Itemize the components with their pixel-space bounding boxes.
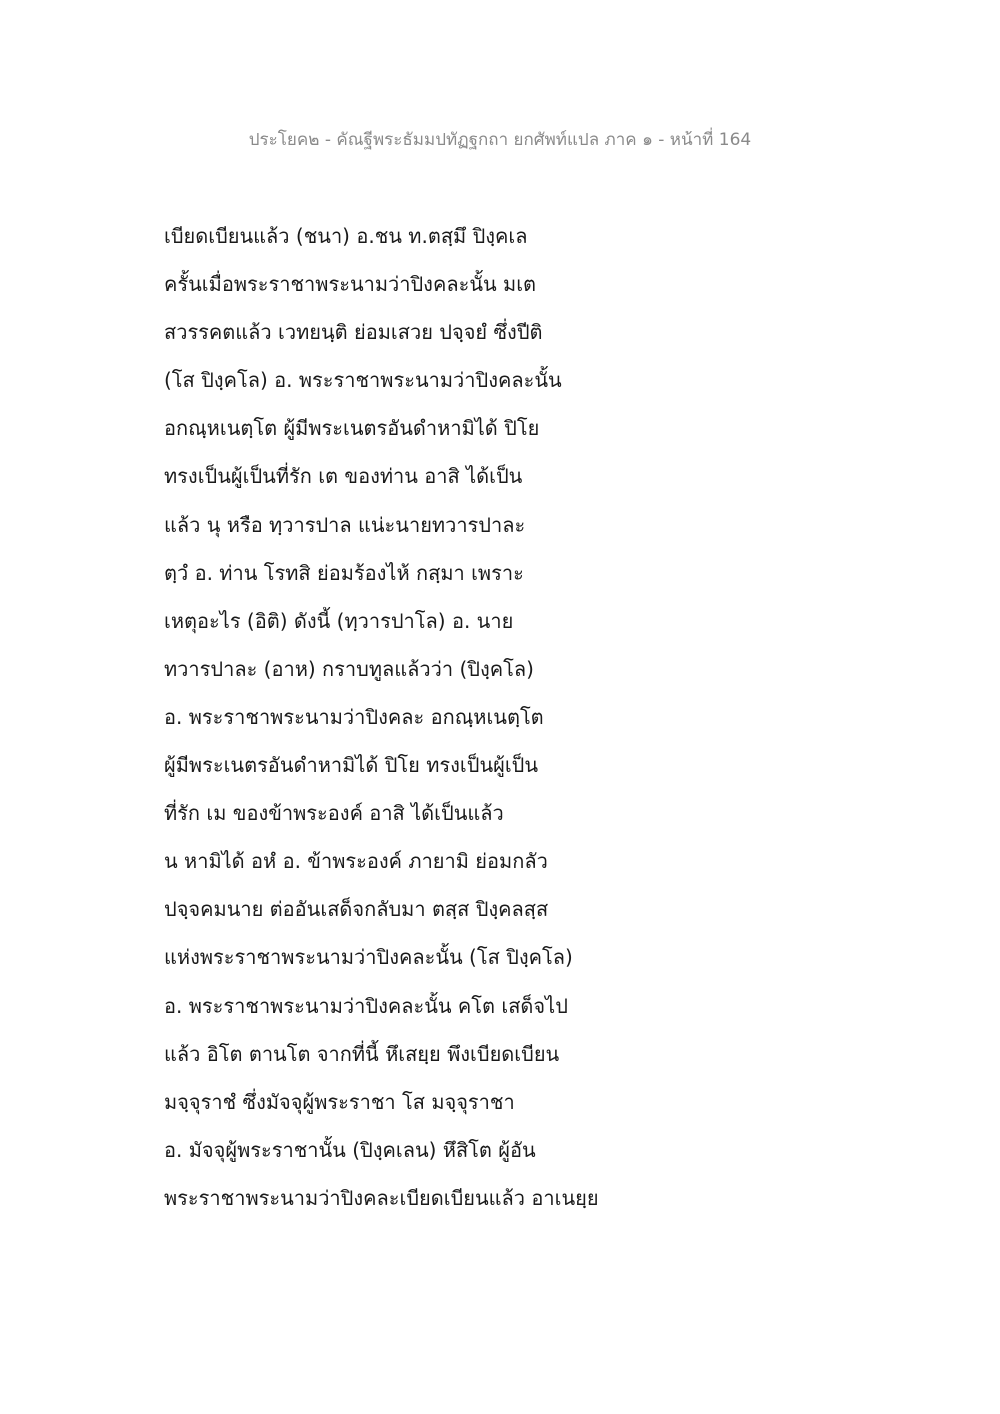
- page-header: ประโยค๒ - คัณฐีพระธัมมปทัฏฐกถา ยกศัพท์แปล ภาค ๑ - หน้าที่ 164: [248, 130, 752, 150]
- text-line: ที่รัก เม ของข้าพระองค์ อาสิ ได้เป็นแล้ว: [164, 801, 504, 826]
- text-line: สวรรคตแล้ว เวทยนฺติ ย่อมเสวย ปจฺจยํ ซึ่งปีติ: [164, 320, 543, 345]
- text-line: แล้ว อิโต ตานโต จากที่นี้ หึเสยฺย พึงเบียดเบียน: [164, 1041, 560, 1066]
- text-line: (โส ปิงฺคโล) อ. พระราชาพระนามว่าปิงคละนั้น: [164, 368, 562, 393]
- text-line: น หามิได้ อหํ อ. ข้าพระองค์ ภายามิ ย่อมกลัว: [164, 849, 548, 874]
- text-line: พระราชาพระนามว่าปิงคละเบียดเบียนแล้ว อาเนยฺย: [164, 1185, 599, 1210]
- text-line: อ. มัจจุผู้พระราชานั้น (ปิงฺคเลน) หึสิโต ผู้อัน: [164, 1137, 536, 1162]
- text-line: ผู้มีพระเนตรอันดำหามิได้ ปิโย ทรงเป็นผู้เป็น: [164, 753, 539, 778]
- text-line: เหตุอะไร (อิติ) ดังนี้ (ทฺวารปาโล) อ. นาย: [164, 608, 514, 633]
- text-line: อ. พระราชาพระนามว่าปิงคละ อกณฺหเนตฺโต: [164, 704, 544, 729]
- text-line: แห่งพระราชาพระนามว่าปิงคละนั้น (โส ปิงฺคโล): [164, 945, 573, 970]
- text-line: ตฺวํ อ. ท่าน โรทสิ ย่อมร้องไห้ กสฺมา เพราะ: [164, 560, 524, 585]
- text-line: แล้ว นุ หรือ ทฺวารปาล แน่ะนายทวารปาละ: [164, 512, 526, 537]
- text-line: ทวารปาละ (อาห) กราบทูลแล้วว่า (ปิงฺคโล): [164, 656, 534, 681]
- text-line: ทรงเป็นผู้เป็นที่รัก เต ของท่าน อาสิ ได้เป็น: [164, 464, 523, 489]
- text-line: เบียดเบียนแล้ว (ชนา) อ.ชน ท.ตสฺมึ ปิงฺคเล: [164, 224, 528, 248]
- text-line: ปจฺจคมนาย ต่ออันเสด็จกลับมา ตสฺส ปิงฺคลสฺส: [164, 897, 549, 922]
- text-line: มจฺจุราชํ ซึ่งมัจจุผู้พระราชา โส มจฺจุราชา: [164, 1089, 515, 1114]
- text-line: อ. พระราชาพระนามว่าปิงคละนั้น คโต เสด็จไป: [164, 993, 568, 1018]
- body-text: [164, 212, 864, 1222]
- text-line: อกณฺหเนตฺโต ผู้มีพระเนตรอันดำหามิได้ ปิโย: [164, 416, 540, 441]
- text-line: ครั้นเมื่อพระราชาพระนามว่าปิงคละนั้น มเต: [164, 272, 537, 297]
